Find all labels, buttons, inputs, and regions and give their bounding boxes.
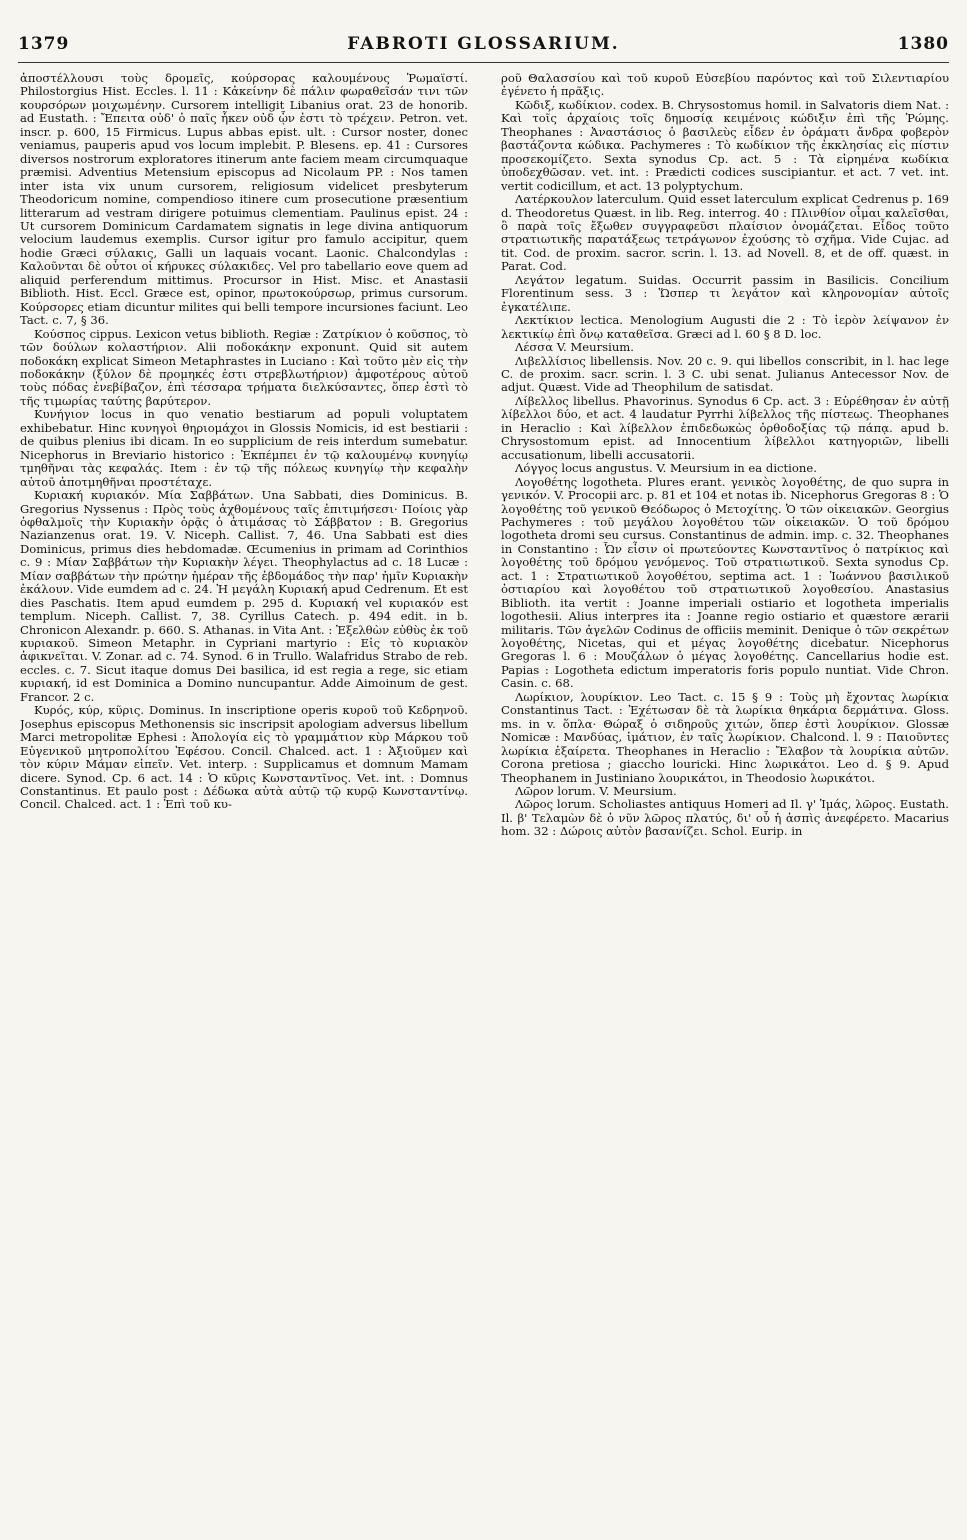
running-title: FABROTI GLOSSARIUM. <box>347 34 620 54</box>
entry-paragraph: Λίβελλος libellus. Phavorinus. Synodus 6 Cp. act. 3 : Εὑρέθησαν ἐν αὐτῇ λίβελλοι δύο, et act. 4 laudatur Pyrrhi λίβελλος τῆς πίστεως. Theophanes in Heraclio : Καὶ λίβελλον ἐπιδεδωκὼς ὀρθοδοξίας τῷ πάπᾳ. apud b. Chrysostomum epist. ad Innocentium λίβελλοι κατηγοριῶν, libelli accusationum, libelli accusatorii. <box>501 393 949 462</box>
entry-paragraph: Λιβελλίσιος libellensis. Nov. 20 c. 9. qui libellos conscribit, in l. hac lege C. de proxim. sacr. scrin. l. 3 C. ubi senat. Julianus Antecessor Nov. de adjut. Quæst. Vide ad Theophilum de satisdat. <box>501 353 949 395</box>
right-column <box>501 72 949 1527</box>
page-number-left: 1379 <box>18 34 70 54</box>
running-header <box>18 34 949 62</box>
entry-paragraph: Λεκτίκιον lectica. Menologium Augusti die 2 : Τὸ ἱερὸν λείψανον ἐν λεκτικίῳ ἐπὶ ὄνῳ καταθεῖσα. Græci ad l. 60 § 8 D. loc. <box>501 313 949 341</box>
page-number-right: 1380 <box>897 34 949 54</box>
entry-paragraph: Λόγγος locus angustus. V. Meursium in ea dictione. <box>515 461 817 476</box>
entry-paragraph: Λωρίκιον, λουρίκιον. Leo Tact. c. 15 § 9 : Τοὺς μὴ ἔχοντας λωρίκια Constantinus Tact. : Ἐχέτωσαν δὲ τὰ λωρίκια θηκάρια δερμάτινα. Gloss. ms. in v. ὅπλα· Θώραξ ὁ σιδηροῦς χιτών, ὅπερ ἐστὶ λουρίκιον. Glossæ Nomicæ : Μανδύας, ἱμάτιον, ἐν ταῖς λωρίκιον. Chalcond. l. 9 : Παιοῦντες λωρίκια ἐξαίρετα. Theophanes in Heraclio : Ἔλαβον τὰ λουρίκια αὐτῶν. Corona pretiosa ; giaccho louricki. Hinc λωρικάτοι. Leo d. § 9. Apud Theophanem in Justiniano λουρικάτοι, in Theodosio λωρικάτοι. <box>501 689 949 785</box>
entry-paragraph: Κυνήγιον locus in quo venatio bestiarum ad populi voluptatem exhibebatur. Hinc κυνηγοὶ θηριομάχοι in Glossis Nomicis, id est bestiarii : de quibus plenius ibi dicam. In eo supplicium de reis interdum sumebatur. Nicephorus in Breviario historico : Ἐκπέμπει ἐν τῷ καλουμένῳ κυνηγίῳ τμηθῆναι τὰς κεφαλάς. Item : ἐν τῷ τῆς πόλεως κυνηγίῳ τὴν κεφαλὴν αὐτοῦ ἀποτμηθῆναι προστέταχε. <box>20 407 468 489</box>
entry-paragraph: Λατέρκουλον laterculum. Quid esset laterculum explicat Cedrenus p. 169 d. Theodoretus Quæst. in lib. Reg. interrog. 40 : Πλινθίον οἶμαι καλεῖσθαι, ὃ παρὰ τοῖς ἔξωθεν συγγραφεῦσι πλαίσιον ὀνομάζεται. Εἶδος τοῦτο στρατιωτικῆς παρατάξεως τετράγωνον ἐχούσης τὸ σχῆμα. Vide Cujac. ad tit. Cod. de proxim. sacror. scrin. l. 13. ad Novell. 8, et de off. quæst. in Parat. Cod. <box>501 192 949 274</box>
entry-paragraph: Λῶρον lorum. V. Meursium. <box>515 784 677 799</box>
entry-paragraph: Κούσπος cippus. Lexicon vetus biblioth. Regiæ : Ζατρίκιον ὁ κοῦσπος, τὸ τῶν δούλων κολαστήριον. Alii ποδοκάκην exponunt. Quid sit autem ποδοκάκη explicat Simeon Metaphrastes in Luciano : Καὶ τοῦτο μὲν εἰς τὴν ποδοκάκην (ξύλον δὲ προμηκές ἐστι στρεβλωτήριον) ἀμφοτέρους αὐτοῦ τοὺς πόδας ἐνεβίβαζον, ἐπὶ τέσσαρα τρήματα διελκύσαντες, ὅπερ ἐστὶ τὸ τῆς τιμωρίας ταύτης βαρύτερον. <box>20 326 468 408</box>
left-column <box>20 72 468 1527</box>
entry-paragraph: ροῦ Θαλασσίου καὶ τοῦ κυροῦ Εὐσεβίου παρόντος καὶ τοῦ Σιλεντιαρίου ἐγένετο ἡ πρᾶξις. <box>501 72 949 99</box>
entry-paragraph: Κυρός, κύρ, κῦρις. Dominus. In inscriptione operis κυροῦ τοῦ Κεδρηνοῦ. Josephus episcopus Methonensis sic inscripsit apologiam adversus libellum Marci metropolitæ Ephesi : Ἀπολογία εἰς τὸ γραμμάτιον κὺρ Μάρκου τοῦ Εὐγενικοῦ μητροπολίτου Ἐφέσου. Concil. Chalced. act. 1 : Ἀξιοῦμεν καὶ τὸν κύριν Μάμαν εἰπεῖν. Vet. interp. : Supplicamus et domnum Mamam dicere. Synod. Cp. 6 act. 14 : Ὁ κῦρις Κωνσταντῖνος. Vet. int. : Domnus Constantinus. Et paulo post : Δέδωκα αὐτὰ αὐτῷ τῷ κυρῷ Κωνσταντίνῳ. Concil. Chalced. act. 1 : Ἐπὶ τοῦ κυ- <box>20 703 468 812</box>
entry-paragraph: Λέσσα V. Meursium. <box>515 340 634 355</box>
entry-paragraph: Λεγάτον legatum. Suidas. Occurrit passim in Basilicis. Concilium Florentinum sess. 3 : Ὥσπερ τι λεγάτον καὶ κληρονομίαν αὐτοῖς ἐγκατέλιπε. <box>501 272 949 314</box>
header-rule <box>18 62 949 63</box>
entry-paragraph: Λογοθέτης logotheta. Plures erant. γενικὸς λογοθέτης, de quo supra in γενικόν. V. Procopii arc. p. 81 et 104 et notas ib. Nicephorus Gregoras 8 : Ὁ λογοθέτης τοῦ γενικοῦ Θεόδωρος ὁ Μετοχίτης. Ὁ τῶν οἰκειακῶν. Georgius Pachymeres : τοῦ μεγάλου λογοθέτου τῶν οἰκειακῶν. Ὁ τοῦ δρόμου logotheta dromi seu cursus. Constantinus de admin. imp. c. 32. Theophanes in Constantino : Ὧν εἶσιν οἱ πρωτεύοντες Κωνσταντῖνος ὁ πατρίκιος καὶ λογοθέτης τοῦ δρόμου γενόμενος. Τοῦ στρατιωτικοῦ. Sexta synodus Cp. act. 1 : Στρατιωτικοῦ λογοθέτου, septima act. 1 : Ἰωάννου βασιλικοῦ ὀστιαρίου καὶ λογοθέτου τοῦ στρατιωτικοῦ λογοθεσίου. Anastasius Biblioth. ita vertit : Joanne imperiali ostiario et logotheta imperialis logothesii. Alius interpres ita : Joanne regio ostiario et quæstore ærarii militaris. Τῶν ἀγελῶν Codinus de officiis meminit. Denique ὁ τῶν σεκρέτων λογοθέτης, Nicetas, qui et μέγας λογοθέτης dicebatur. Nicephorus Gregoras l. 6 : Μουζάλων ὁ μέγας λογοθέτης. Cancellarius hodie est. Papias : Logotheta edictum imperatoris foris populo nuntiat. Vide Chron. Casin. c. 68. <box>501 474 949 691</box>
entry-paragraph: Κυριακή κυριακόν. Μία Σαββάτων. Una Sabbati, dies Dominicus. B. Gregorius Nyssenus : Πρὸς τοὺς ἀχθομένους ταῖς ἐπιτιμήσεσι· Ποίοις γὰρ ὀφθαλμοῖς τὴν Κυριακὴν ὁρᾷς ὁ ἀτιμάσας τὸ Σάββατον : B. Gregorius Nazianzenus orat. 19. V. Niceph. Callist. 7, 46. Una Sabbati est dies Dominicus, primus dies hebdomadæ. Œcumenius in primam ad Corinthios c. 9 : Μίαν Σαββάτων τὴν Κυριακὴν λέγει. Theophylactus ad c. 18 Lucæ : Μίαν σαββάτων τὴν πρώτην ἡμέραν τῆς ἑβδομάδος τὴν παρ' ἡμῖν Κυριακὴν ἐκάλουν. Vide eumdem ad c. 24. Ἡ μεγάλη Κυριακή apud Cedrenum. Et est dies Paschatis. Item apud eumdem p. 295 d. Κυριακή vel κυριακόν est templum. Niceph. Callist. 7, 38. Cyrillus Catech. p. 494 edit. in b. Chronicon Alexandr. p. 660. S. Athanas. in Vita Ant. : Ἐξελθὼν εὐθὺς ἐκ τοῦ κυριακοῦ. Simeon Metaphr. in Cypriani martyrio : Εἰς τὸ κυριακὸν ἀφικνεῖται. V. Zonar. ad c. 74. Synod. 6 in Trullo. Walafridus Strabo de reb. eccles. c. 7. Sicut itaque domus Dei basilica, id est regia a rege, sic etiam κυριακή, id est Dominica a Domino nuncupantur. Adde Aimoinum de gest. Francor. 2 c. <box>20 488 468 704</box>
entry-paragraph: Κῶδιξ, κωδίκιον. codex. B. Chrysostomus homil. in Salvatoris diem Nat. : Καὶ τοῖς ἀρχαίοις τοῖς δημοσίᾳ κειμένοις κώδιξιν ἐπὶ τῆς Ῥώμης. Theophanes : Ἀναστάσιος ὁ βασιλεὺς εἶδεν ἐν ὁράματι ἄνδρα φοβερὸν βαστάζοντα κώδικα. Pachymeres : Τὸ κωδίκιον τῆς ἐκκλησίας εἰς πίστιν προσεκομίζετο. Sexta synodus Cp. act. 5 : Τὰ εἰρημένα κωδίκια ὑποδεχθῶσαν. vet. int. : Prædicti codices suscipiantur. et act. 7 vet. int. vertit codicillum, et act. 13 polyptychum. <box>501 97 949 193</box>
entry-paragraph: Λῶρος lorum. Scholiastes antiquus Homeri ad Il. γ' Ἱμάς, λῶρος. Eustath. Il. β' Τελαμὼν δὲ ὁ νῦν λῶρος πλατύς, δι' οὗ ἡ ἀσπὶς ἀνεφέρετο. Macarius hom. 32 : Δώροις αὐτὸν βασανίζει. Schol. Eurip. in <box>501 797 949 839</box>
entry-paragraph: ἀποστέλλουσι τοὺς δρομεῖς, κούρσορας καλουμένους Ῥωμαϊστί. Philostorgius Hist. Eccles. l. 11 : Κἀκείνην δὲ πάλιν φωραθεῖσάν τινι τῶν κουρσόρων μοιχωμένην. Cursorem intelligit Libanius orat. 23 de honorib. ad Eustath. : Ἔπειτα οὐδ' ὁ παῖς ἧκεν οὐδ ᾧν ἐστι τὸ τρέχειν. Petron. vet. inscr. p. 600, 15 Firmicus. Lupus abbas epist. ult. : Cursor noster, donec veniamus, pauperis apud vos locum implebit. P. Blesens. ep. 41 : Cursores diversos nostrorum exploratores itinerum ante faciem meam circumquaque præmisi. Adventius Metensium episcopus ad Nicolaum PP. : Nos tamen inter ista vix unum cursorem, religiosum videlicet presbyterum Theodoricum nomine, compendioso itinere cum prosecutione præsentium litterarum ad vestram dirigere potuimus clementiam. Paulinus epist. 24 : Ut cursorem Dominicum Cardamatem signatis in lege divina antiquorum velocium laudemus exemplis. Cursor igitur pro famulo accipitur, quem hodie Græci σύλακις, Galli un laquais vocant. Laonic. Chalcondylas : Καλοῦνται δὲ οὗτοι οἱ κήρυκες σύλακιδες. Vel pro tabellario eove quem ad aliquid perferendum mittimus. Procursor in Hist. Misc. et Anastasii Biblioth. Hist. Eccl. Græce est, opinor, πρωτοκούρσωρ, primus cursorum. Κούρσορες etiam dicuntur milites qui belli tempore incursiones faciunt. Leo Tact. c. 7, § 36. <box>20 72 468 328</box>
